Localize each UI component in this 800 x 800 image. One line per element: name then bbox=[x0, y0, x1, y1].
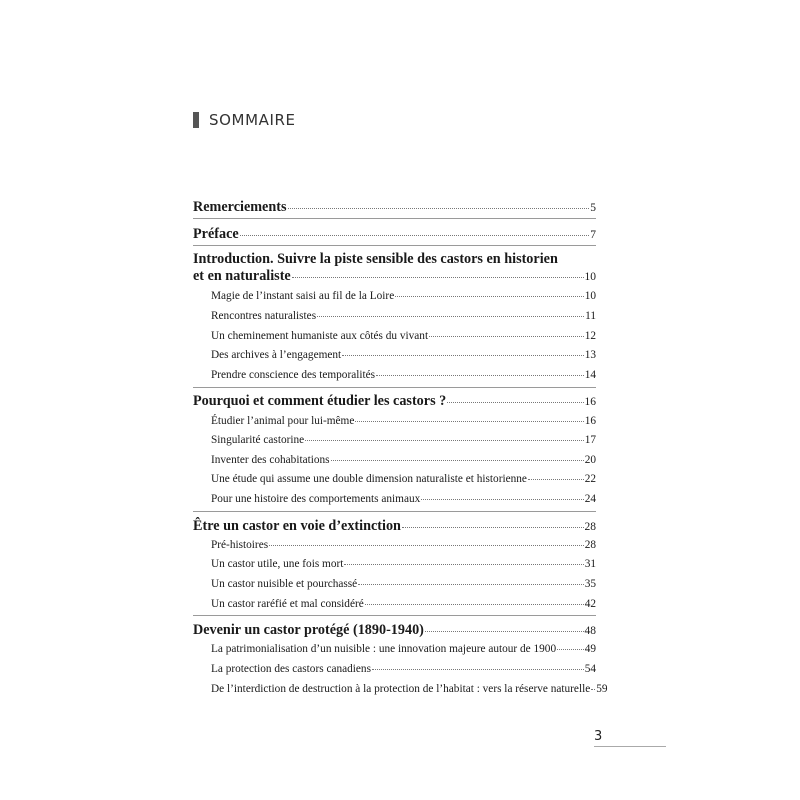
toc-entry-page: 5 bbox=[590, 202, 596, 214]
leader-dots bbox=[305, 440, 584, 441]
leader-dots bbox=[429, 336, 584, 337]
divider bbox=[193, 511, 596, 512]
toc-subentry-label: Étudier l’animal pour lui-même bbox=[211, 415, 355, 427]
toc-subentry-label: Une étude qui assume une double dimension naturaliste et historienne bbox=[211, 473, 527, 485]
toc-entry-chapter1[interactable] bbox=[193, 393, 596, 410]
toc-subentry[interactable] bbox=[211, 663, 596, 675]
toc-subentry-page: 12 bbox=[584, 330, 596, 342]
toc-subentry[interactable] bbox=[211, 415, 596, 427]
toc-subentry-label: Inventer des cohabitations bbox=[211, 454, 330, 466]
page-number: 3 bbox=[594, 729, 603, 744]
toc-entry-page: 48 bbox=[584, 625, 596, 637]
toc-subentry[interactable] bbox=[211, 330, 596, 342]
leader-dots bbox=[376, 375, 584, 376]
leader-dots bbox=[269, 545, 584, 546]
toc-subentry[interactable] bbox=[211, 369, 596, 381]
toc-entry-label: Remerciements bbox=[193, 199, 287, 215]
toc-entry-preface[interactable] bbox=[193, 226, 596, 243]
toc-subentry-label: Un castor utile, une fois mort bbox=[211, 558, 344, 570]
toc-subentry[interactable] bbox=[211, 643, 596, 655]
leader-dots bbox=[591, 689, 595, 690]
toc-subentry-label: Un cheminement humaniste aux côtés du vivant bbox=[211, 330, 429, 342]
toc-subentry-page: 22 bbox=[584, 473, 596, 485]
toc-subentry-page: 16 bbox=[584, 415, 596, 427]
toc-subentry[interactable] bbox=[211, 349, 596, 361]
footer-divider bbox=[594, 746, 666, 747]
toc-subentry-page: 17 bbox=[584, 434, 596, 446]
toc-subentry-page: 10 bbox=[584, 290, 596, 302]
toc-subentry-label: Prendre conscience des temporalités bbox=[211, 369, 376, 381]
toc-subentry-label: De l’interdiction de destruction à la protection de l’habitat : vers la réserve naturelle bbox=[211, 683, 591, 695]
toc-entry-chapter3[interactable] bbox=[193, 622, 596, 639]
divider bbox=[193, 218, 596, 219]
toc-subentry-page: 20 bbox=[584, 454, 596, 466]
toc-subentry[interactable] bbox=[211, 539, 596, 551]
leader-dots bbox=[344, 564, 583, 565]
leader-dots bbox=[425, 631, 584, 632]
toc-subentry[interactable] bbox=[211, 310, 596, 322]
toc-entry-label: Devenir un castor protégé (1890-1940) bbox=[193, 622, 424, 638]
toc-subentry-label: Singularité castorine bbox=[211, 434, 305, 446]
section-header bbox=[193, 111, 296, 129]
toc-entry-label: Préface bbox=[193, 226, 239, 242]
divider bbox=[193, 245, 596, 246]
leader-dots bbox=[402, 527, 584, 528]
toc-subentry-label: Magie de l’instant saisi au fil de la Loire bbox=[211, 290, 395, 302]
toc-subentry-label: Pré-histoires bbox=[211, 539, 269, 551]
toc-subentry[interactable] bbox=[211, 683, 608, 695]
leader-dots bbox=[342, 355, 584, 356]
leader-dots bbox=[557, 649, 584, 650]
toc-subentry-page: 42 bbox=[584, 598, 596, 610]
toc-subentry[interactable] bbox=[211, 598, 596, 610]
toc-subentry-label: Un castor raréfié et mal considéré bbox=[211, 598, 364, 610]
toc-entry-page: 16 bbox=[584, 396, 596, 408]
toc-subentry-page: 35 bbox=[584, 578, 596, 590]
toc-subentry-page: 28 bbox=[584, 539, 596, 551]
toc-subentry-page: 14 bbox=[584, 369, 596, 381]
leader-dots bbox=[421, 499, 583, 500]
toc-entry-label: et en naturaliste bbox=[193, 268, 291, 284]
toc-subentry[interactable] bbox=[211, 493, 596, 505]
toc-entry-chapter2[interactable] bbox=[193, 518, 596, 535]
toc-subentry-label: Un castor nuisible et pourchassé bbox=[211, 578, 358, 590]
page-title: SOMMAIRE bbox=[209, 111, 296, 129]
toc-subentry[interactable] bbox=[211, 473, 596, 485]
leader-dots bbox=[317, 316, 584, 317]
leader-dots bbox=[365, 604, 584, 605]
toc-subentry-page: 11 bbox=[585, 310, 596, 322]
toc-chapter-title-line1[interactable]: Introduction. Suivre la piste sensible des castors en historien bbox=[193, 251, 558, 267]
leader-dots bbox=[372, 669, 584, 670]
toc-entry-page: 7 bbox=[590, 229, 596, 241]
toc-subentry[interactable] bbox=[211, 454, 596, 466]
toc-subentry-label: La protection des castors canadiens bbox=[211, 663, 371, 675]
toc-entry-label: Être un castor en voie d’extinction bbox=[193, 518, 401, 534]
leader-dots bbox=[331, 460, 584, 461]
toc-subentry-page: 31 bbox=[584, 558, 596, 570]
toc-entry-page: 28 bbox=[584, 521, 596, 533]
toc-subentry-page: 24 bbox=[584, 493, 596, 505]
toc-subentry-page: 13 bbox=[584, 349, 596, 361]
leader-dots bbox=[358, 584, 584, 585]
leader-dots bbox=[288, 208, 590, 209]
toc-subentry-label: Rencontres naturalistes bbox=[211, 310, 317, 322]
toc-subentry-label: La patrimonialisation d’un nuisible : une innovation majeure autour de 1900 bbox=[211, 643, 557, 655]
toc-subentry[interactable] bbox=[211, 578, 596, 590]
toc-subentry-page: 49 bbox=[584, 643, 596, 655]
leader-dots bbox=[395, 296, 583, 297]
leader-dots bbox=[292, 277, 584, 278]
toc-subentry[interactable] bbox=[211, 434, 596, 446]
toc-entry-remerciements[interactable] bbox=[193, 199, 596, 216]
leader-dots bbox=[447, 402, 583, 403]
toc-subentry-page: 59 bbox=[596, 683, 608, 695]
toc-subentry[interactable] bbox=[211, 290, 596, 302]
toc-entry-label: Pourquoi et comment étudier les castors ? bbox=[193, 393, 447, 409]
toc-subentry-label: Des archives à l’engagement bbox=[211, 349, 342, 361]
leader-dots bbox=[528, 479, 584, 480]
leader-dots bbox=[240, 235, 590, 236]
toc-entry-introduction[interactable] bbox=[193, 268, 596, 285]
toc-subentry-label: Pour une histoire des comportements animaux bbox=[211, 493, 421, 505]
toc-subentry[interactable] bbox=[211, 558, 596, 570]
divider bbox=[193, 387, 596, 388]
toc-entry-page: 10 bbox=[584, 271, 596, 283]
divider bbox=[193, 615, 596, 616]
toc-subentry-page: 54 bbox=[584, 663, 596, 675]
leader-dots bbox=[355, 421, 583, 422]
header-bar-marker bbox=[193, 112, 199, 128]
